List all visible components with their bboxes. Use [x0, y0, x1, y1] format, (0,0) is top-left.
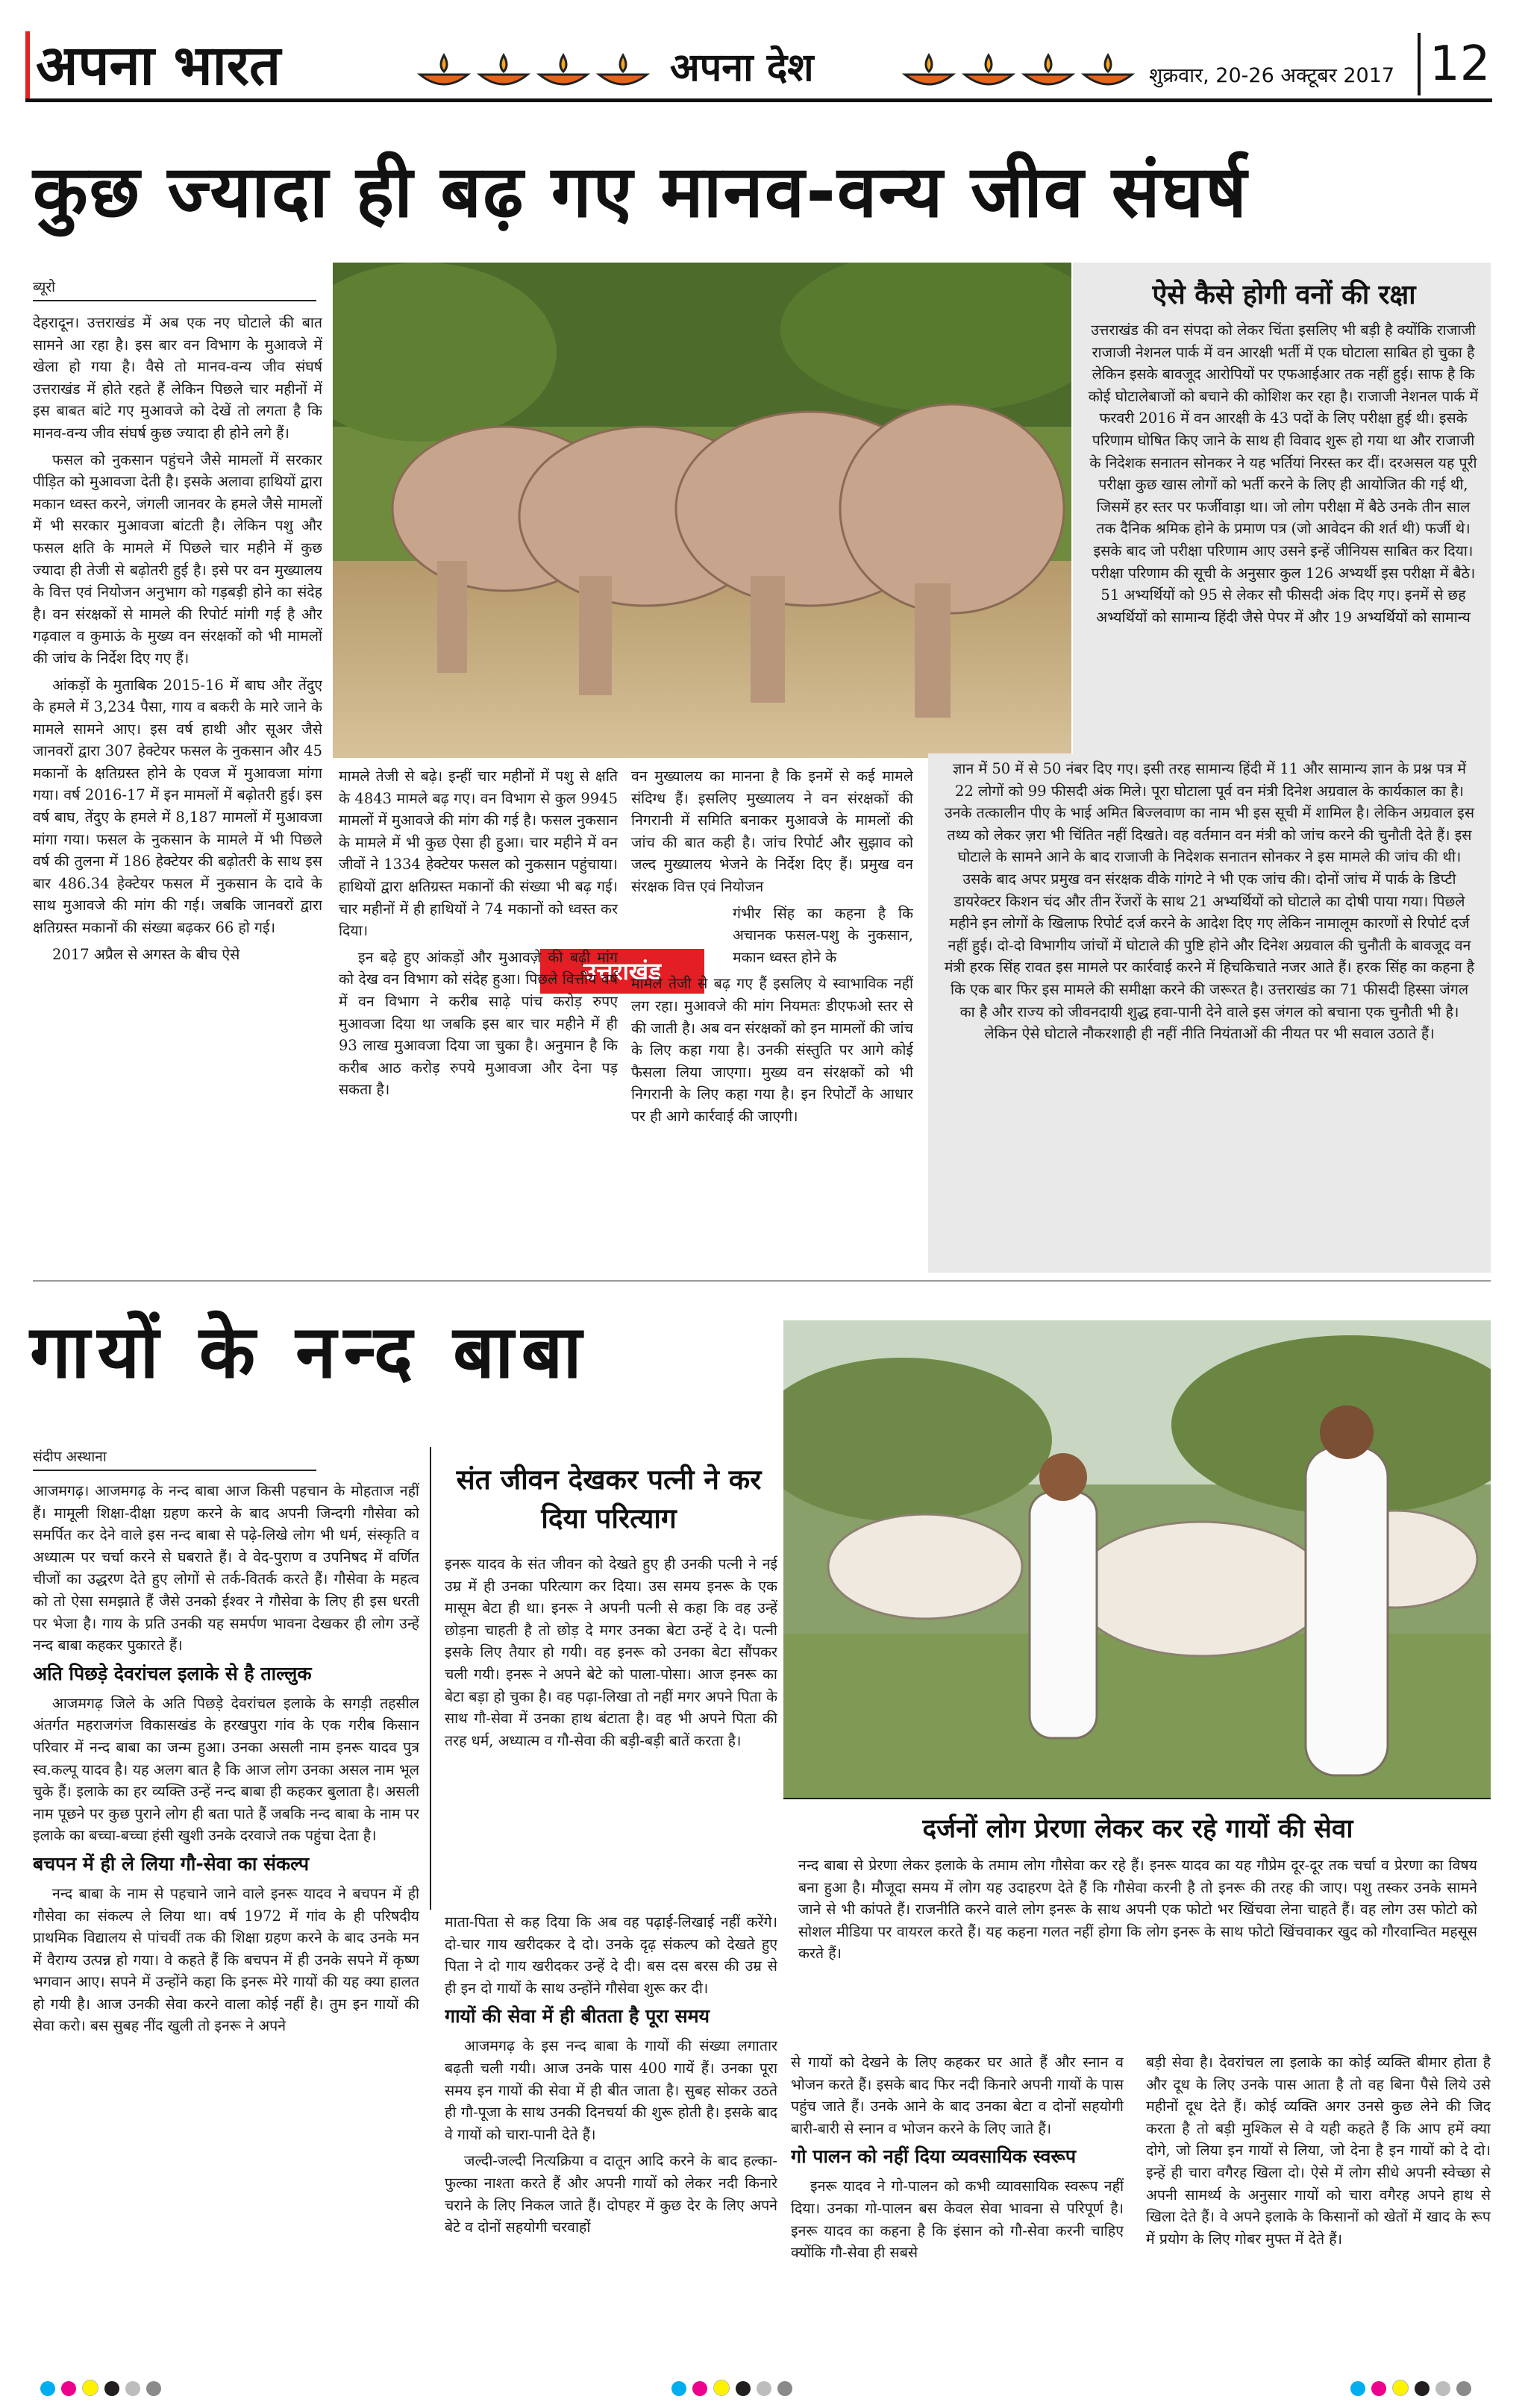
section-name: अपना देश — [670, 46, 814, 90]
story2-column-3 — [791, 2051, 1124, 2368]
paragraph: बड़ी सेवा है। देवरांचल ला इलाके का कोई व्यक्ति बीमार होता है और दूध के लिए उनके पास आता है तो वह बिना पैसे लिये उसे महीनों दूध देते हैं। कोई व्यक्ति अगर उनसे कुछ लेने की जिद करता है तो बड़ी मुश्किल से वे यही कहते हैं कि आप हमें क्या दोगे, जो लिया इन गायों से लिया, जो देना है इन गायों को दे दो। इन्हें ही चारा वगैरह खिला दो। ऐसे में लोग सीधे अपनी स्वेच्छा से अपनी सामर्थ्य के अनुसार गायों को चारा वगैरह अपने हाथ से खिला देते हैं। वे अपने इलाके के किसानों को खेतों में खाद के रूप में प्रयोग के लिए गोबर मुफ्त में देते हैं। — [1146, 2054, 1491, 2248]
story1-headline: कुछ ज्यादा ही बढ़ गए मानव-वन्य जीव संघर्ष — [33, 150, 1248, 233]
subheading: गायों की सेवा में ही बीतता है पूरा समय — [445, 2005, 710, 2028]
paper-name: अपना भारत — [36, 34, 281, 98]
box2-title: दर्जनों लोग प्रेरणा लेकर कर रहे गायों की सेवा — [922, 1814, 1353, 1844]
paragraph: आजमगढ़। आजमगढ़ के नन्द बाबा आज किसी पहचान के मोहताज नहीं हैं। मामूली शिक्षा-दीक्षा ग्रहण करने के बाद अपनी जिन्दगी गौसेवा को समर्पित कर देने वाले इस नन्द बाबा से पढ़े-लिखे लोग भी धर्म, संस्कृति व अध्यात्म पर चर्चा करने से घबराते हैं। वे वेद-पुराण व उपनिषद में वर्णित चीजों का उद्धरण देते हुए लोगों से तर्क-वितर्क करते हैं। गौसेवा के महत्व को तो ऐसा समझाते हैं जैसे उनको ईश्वर ने गौसेवा के लिए ही इस धरती पर भेजा है। गाय के प्रति उनकी यह समर्पण भावना देखकर ही लोग उन्हें नन्द बाबा कहकर पुकारते हैं। — [33, 1482, 419, 1655]
diya-lamps-left-icon — [414, 46, 653, 95]
paragraph: मामले तेजी से बढ़े। इन्हीं चार महीनों में पशु से क्षति के 4843 मामले बढ़ गए। वन विभाग से कुल 9945 मामलों में मुआवजे की मांग की गई है। फसल नुकसान के मामले में भी कुछ ऐसा ही हुआ। चार महीने में वन जीवों ने 1334 हेक्टेयर फसल को नुकसान पहुंचाया। हाथियों द्वारा क्षतिग्रस्त मकानों की संख्या भी बढ़ गई। चार महीनों में ही हाथियों ने 74 मकानों को ध्वस्त कर दिया। — [339, 768, 618, 940]
byline-rule — [33, 300, 316, 301]
paragraph: से गायों को देखने के लिए कहकर घर आते हैं और स्नान व भोजन करते हैं। इसके बाद फिर नदी किनारे अपनी गायों के पास पहुंच जाते हैं। उनके आने के बाद उनका बेटा व दोनों सहयोगी बारी-बारी से स्नान व भोजन करने के लिए जाते हैं। — [791, 2054, 1124, 2137]
box1-title: संत जीवन देखकर पत्नी ने कर दिया परित्याग — [456, 1464, 762, 1534]
story1-column-1 — [33, 312, 322, 1422]
paper-logo — [25, 31, 30, 100]
paragraph: आंकड़ों के मुताबिक 2015-16 में बाघ और तेंदुए के हमले में 3,234 पैसा, गाय व बकरी के मारे जाने के मामले सामने आए। इस वर्ष हाथी और सूअर जैसे जानवरों द्वारा 307 हेक्टेयर फसल के नुकसान और 45 मकानों के क्षतिग्रस्त होने के एवज में मुआवजा मांगा गया। वर्ष 2016-17 में इन मामलों में बढ़ोतरी हुई। इस वर्ष बाघ, तेंदुए के हमले में 8,187 मामलों में मुआवजा मांगा गया। फसल के नुकसान के मामले में भी पिछले वर्ष की तुलना में 186 हेक्टेयर की बढ़ोतरी के साथ इस बार 486.34 हेक्टेयर फसल में नुकसान के दावे के साथ मुआवजे की मांग की गई। जबकि जानवरों द्वारा क्षतिग्रस्त मकानों की संख्या बढ़कर 66 हो गई। — [33, 676, 322, 937]
paragraph: आजमगढ़ जिले के अति पिछड़े देवरांचल इलाके के सगड़ी तहसील अंतर्गत महराजगंज विकासखंड के हरखपुरा गांव के एक गरीब किसान परिवार में नन्द बाबा का जन्म हुआ। उनका असली नाम इनरू यादव पुत्र स्व.कल्पू यादव है। यह अलग बात है कि आज लोग उनका असल नाम भूल चुके हैं। इलाके का हर व्यक्ति उन्हें नन्द बाबा ही कहकर बुलाता है। असली नाम पूछने पर कुछ पुराने लोग ही बता पाते हैं जबकि नन्द बाबा के नाम पर इलाके का बच्चा-बच्चा हंसी खुशी उनके दरवाजे तक पहुंचा देता है। — [33, 1694, 419, 1845]
sidebar-text-top: उत्तराखंड की वन संपदा को लेकर चिंता इसलिए भी बड़ी है क्योंकि राजाजी राजाजी नेशनल पार्क में वन आरक्षी भर्ती में एक घोटाला साबित हो चुका है लेकिन इसके बावजूद आरोपियों पर एफआईआर तक नहीं हुई। साफ है कि कोई घोटालेबाजों को बचाने की कोशिश कर रहा है। राजाजी नेशनल पार्क में फरवरी 2016 में वन आरक्षी के 43 पदों के लिए परीक्षा हुई थी। इसके परिणाम घोषित किए जाने के साथ ही विवाद शुरू हो गया था और राजाजी के निदेशक सनातन सोनकर ने यह भर्तियां निरस्त कर दीं। दरअसल यह पूरी परीक्षा कुछ खास लोगों को भर्ती करने के लिए ही आयोजित की गई थी, जिसमें हर स्तर पर फर्जीवाड़ा था। जो लोग परीक्षा में बैठे उनके तीन साल तक दैनिक श्रमिक होने के प्रमाण पत्र (जो आवेदन की शर्त थी) फर्जी थे। इसके बाद जो परीक्षा परिणाम आए उसने इन्हें जीनियस साबित कर दिया। परीक्षा परिणाम की सूची के अनुसार कुल 126 अभ्यर्थी इस परीक्षा में बैठे। 51 अभ्यर्थियों को 95 से लेकर सौ फीसदी अंक दिए गए। इनमें से छह अभ्यर्थियों को सामान्य हिंदी जैसे पेपर में और 19 अभ्यर्थियों को सामान्य — [1088, 322, 1479, 626]
paragraph: नन्द बाबा के नाम से पहचाने जाने वाले इनरू यादव ने बचपन में ही गौसेवा का संकल्प ले लिया था। वर्ष 1972 में गांव के ही परिषदीय प्राथमिक विद्यालय से पांचवीं तक की शिक्षा ग्रहण करने के बाद उनके मन में वैराग्य उत्पन्न हो गया। वे कहते हैं कि बचपन में ही उनके सपने में कृष्ण भगवान आए। सपने में उन्होंने कहा कि इनरू मेरे गायों की यह क्या हालत हो गयी है। आज उनकी सेवा करने वाला कोई नहीं है। तुम इन गायों की सेवा करो। बस सुबह नींद खुली तो इनरू ने अपने — [33, 1884, 419, 2035]
registration-marks-right — [1350, 2380, 1477, 2396]
location-tag: उत्तराखंड — [540, 949, 704, 994]
paragraph: इनरू यादव ने गो-पालन को कभी व्यावसायिक स्वरूप नहीं दिया। उनका गो-पालन बस केवल सेवा भावना से परिपूर्ण है। इनरू यादव का कहना है कि इंसान को गौ-सेवा करनी चाहिए क्योंकि गौ-सेवा ही सबसे — [791, 2177, 1124, 2262]
paragraph: गंभीर सिंह का कहना है कि अचानक फसल-पशु के नुकसान, मकान ध्वस्त होने के — [733, 904, 913, 966]
story2-column-2 — [445, 1911, 777, 2368]
masthead-rule — [25, 98, 1492, 102]
story2-column-4 — [1146, 2051, 1491, 2368]
paragraph: 2017 अप्रैल से अगस्त के बीच ऐसे — [52, 945, 240, 963]
paragraph: देहरादून। उत्तराखंड में अब एक नए घोटाले की बात सामने आ रहा है। इस बार वन विभाग के मुआवजे में खेला हो गया है। वैसे तो मानव-वन्य जीव संघर्ष उत्तराखंड में होते रहते हैं लेकिन पिछले चार महीनों में इस बाबत बांटे गए मुआवजे को देखें तो लगता है कि मानव-वन्य जीव संघर्ष कुछ ज्यादा ही होने लगे हैं। — [33, 314, 322, 442]
masthead — [0, 0, 1528, 112]
subheading: अति पिछड़े देवरांचल इलाके से है ताल्लुक — [33, 1662, 312, 1684]
box2-text: नन्द बाबा से प्रेरणा लेकर इलाके के तमाम लोग गौसेवा कर रहे हैं। इनरू यादव का यह गौप्रेम दूर-दूर तक चर्चा व प्रेरणा का विषय बना हुआ है। मौजूदा समय में लोग यह उदाहरण देते हैं कि गौसेवा करनी है तो इनरू की तरह की जाए। पशु तस्कर उनके सामने जाने से भी कांपते हैं। राजनीति करने वाले लोग इनरू के साथ अपनी एक फोटो भर खिंचवा लेना चाहते हैं। वह लोग उस फोटो को सोशल मीडिया पर वायरल करते हैं। यह कहना गलत नहीं होगा कि लोग इनरू के साथ फोटो खिंचवाकर खुद को गौरवान्वित महसूस करते हैं। — [798, 1857, 1477, 1963]
sidebar-title: ऐसे कैसे होगी वनों की रक्षा — [1152, 280, 1416, 310]
section-divider — [33, 1280, 1491, 1282]
sidebar-text-bottom: ज्ञान में 50 में से 50 नंबर दिए गए। इसी तरह सामान्य हिंदी में 11 और सामान्य ज्ञान के प्रश्न पत्र में 22 लोगों को 99 फीसदी अंक मिले। पूरा घोटाला पूर्व वन मंत्री दिनेश अग्रवाल के कार्यकाल का है। उनके तत्कालीन पीए के भाई अमित बिज्लवाण का नाम भी इस सूची में शामिल है। लेकिन अग्रवाल इस तथ्य को लेकर ज़रा भी चिंतित नहीं दिखते। वह वर्तमान वन मंत्री को जांच करने की चुनौती देते हैं। इस घोटाले के सामने आने के बाद राजाजी के निदेशक सनातन सोनकर ने इस मामले की जांच की थी। उसके बाद अपर प्रमुख वन संरक्षक वीके गांगटे ने भी एक जांच की। दोनों जांच में पार्क के डिप्टी डायरेक्टर किशन चंद और तीन रेंजरों के साथ 21 अभ्यर्थियों को घोटाले का दोषी पाया गया। पिछले महीने इन लोगों के खिलाफ रिपोर्ट दर्ज करने के आदेश दिए गए लेकिन नामालूम कारणों से रिपोर्ट दर्ज नहीं हुई। दो-दो विभागीय जांचों में घोटाले की पुष्टि होने और दिनेश अग्रवाल की चुनौती के बावजूद वन मंत्री हरक सिंह रावत इस मामले पर कार्रवाई करने में हिचकिचाते नजर आते हैं। हरक सिंह का कहना है कि एक बार फिर इस मामले की समीक्षा करने की जरूरत है। उत्तराखंड का 71 फीसदी हिस्सा जंगल का है और राज्य को जीवनदायी शुद्ध हवा-पानी देने वाले इस जंगल को बचाना एक चुनौती भी है। लेकिन ऐसे घोटाले नौकरशाही ही नहीं नीति नियंताओं की नीयत पर भी सवाल उठाते हैं। — [944, 760, 1475, 1043]
box1-border — [430, 1447, 431, 1910]
cows-photo — [783, 1320, 1491, 1798]
paragraph: जल्दी-जल्दी नित्यक्रिया व दातून आदि करने के बाद हल्का-फुल्का नाश्ता करते हैं और अपनी गायों को लेकर नदी किनारे चराने के लिए निकल जाते हैं। दोपहर में कुछ देर के लिए अपने बेटे व दोनों सहयोगी चरवाहों — [445, 2152, 777, 2236]
paragraph: आजमगढ़ के इस नन्द बाबा के गायों की संख्या लगातार बढ़ती चली गयी। आज उनके पास 400 गायें हैं। उनका पूरा समय इन गायों की सेवा में ही बीत जाता है। सुबह सोकर उठते ही गौ-पूजा के साथ उनकी दिनचर्या की शुरू होती है। इसके बाद वे गायों को चारा-पानी देते हैं। — [445, 2037, 777, 2143]
page-number: 12 — [1430, 37, 1491, 92]
paragraph: फसल को नुकसान पहुंचने जैसे मामलों में सरकार पीड़ित को मुआवजा देती है। इसके अलावा हाथियों द्वारा मकान ध्वस्त करने, जंगली जानवर के हमले जैसे मामलों में भी सरकार मुआवजा बांटती है। लेकिन पशु और फसल क्षति के मामले में पिछले चार महीने में कुछ ज्यादा ही तेजी से बढ़ोतरी हुई है। इसे पर वन मुख्यालय के वित्त एवं नियोजन अनुभाग को गड़बड़ी होने का संदेह है। वन संरक्षकों से मामले की रिपोर्ट मांगी गई है और गढ़वाल व कुमाऊं के मुख्य वन संरक्षकों को भी मामलों की जांच के निर्देश दिए गए हैं। — [33, 451, 322, 667]
story2-column-1 — [33, 1480, 419, 2368]
story2-byline: संदीप अस्थाना — [33, 1449, 107, 1465]
registration-marks-left — [40, 2380, 167, 2396]
paragraph: माता-पिता से कह दिया कि अब वह पढ़ाई-लिखाई नहीं करेंगे। दो-चार गाय खरीदकर दे दो। उनके दृढ़ संकल्प को देखते हुए पिता ने दो गाय खरीदकर उन्हें दे दी। बस दस बरस की उम्र से ही इन दो गायों के साथ उन्होंने गौसेवा शुरू कर दी। — [445, 1913, 777, 1997]
subheading: बचपन में ही ले लिया गौ-सेवा का संकल्प — [33, 1852, 310, 1875]
registration-marks-center — [671, 2380, 798, 2396]
issue-date: शुक्रवार, 20-26 अक्टूबर 2017 — [1149, 64, 1395, 87]
paragraph: वन मुख्यालय का मानना है कि इनमें से कई मामले संदिग्ध हैं। इसलिए मुख्यालय ने वन संरक्षकों की निगरानी में समिति बनाकर मुआवजे के मामलों की जांच की बात कही है। जांच रिपोर्ट और सुझाव को जल्द मुख्यालय भेजने के निर्देश दिए हैं। प्रमुख वन संरक्षक वित्त एवं नियोजन — [631, 768, 913, 895]
paragraph: इन बढ़े हुए आंकड़ों और मुआवज़े की बढ़ी मांग को देख वन विभाग को संदेह हुआ। पिछले वित्तीय वर्ष में वन विभाग ने करीब साढ़े पांच करोड़ रुपए मुआवजा दिया था जबकि इस बार चार महीने में ही 93 लाख मुआवजा दिया जा चुका है। अनुमान है कि करीब आठ करोड़ रुपये मुआवजा और देना पड़ सकता है। — [339, 948, 618, 1099]
story1-byline: ब्यूरो — [33, 279, 56, 295]
elephants-photo — [333, 263, 1071, 758]
byline-rule — [33, 1470, 316, 1471]
box1-text: इनरू यादव के संत जीवन को देखते हुए ही उनकी पत्नी ने नई उम्र में ही उनका परित्याग कर दिया। उस समय इनरू के एक मासूम बेटा ही था। इनरू ने अपनी पत्नी से कहा कि वह उन्हें छोड़ना चाहती है तो छोड़ दे मगर उनका बेटा उन्हें दे दे। पत्नी इसके लिए तैयार हो गयी। वह इनरू को उनका बेटा सौंपकर चली गयी। इनरू ने अपने बेटे को पाला-पोसा। आज इनरू का बेटा बड़ा हो चुका है। वह पढ़ा-लिखा तो नहीं मगर अपने पिता के साथ गौ-सेवा में उनका हाथ बंटाता है। वह भी अपने पिता की तरह धर्म, अध्यात्म व गौ-सेवा की बड़ी-बड़ी बातें करता है। — [445, 1555, 777, 1749]
story2-headline: गायों के नन्द बाबा — [30, 1310, 589, 1395]
paragraph: मामले तेजी से बढ़ गए हैं इसलिए ये स्वाभाविक नहीं लग रहा। मुआवजे की मांग नियमतः डीएफओ स्तर से की जाती है। अब वन संरक्षकों को इन मामलों की जांच के लिए कहा गया है। उनकी संस्तुति पर आगे कोई फैसला लिया जाएगा। मुख्य वन संरक्षकों को भी निगरानी के लिए कहा गया है। इन रिपोर्टों के आधार पर ही आगे कार्रवाई की जाएगी। — [631, 975, 913, 1125]
diya-lamps-right-icon — [899, 46, 1138, 95]
page-number-divider — [1418, 33, 1421, 95]
subheading: गो पालन को नहीं दिया व्यवसायिक स्वरूप — [791, 2145, 1077, 2168]
